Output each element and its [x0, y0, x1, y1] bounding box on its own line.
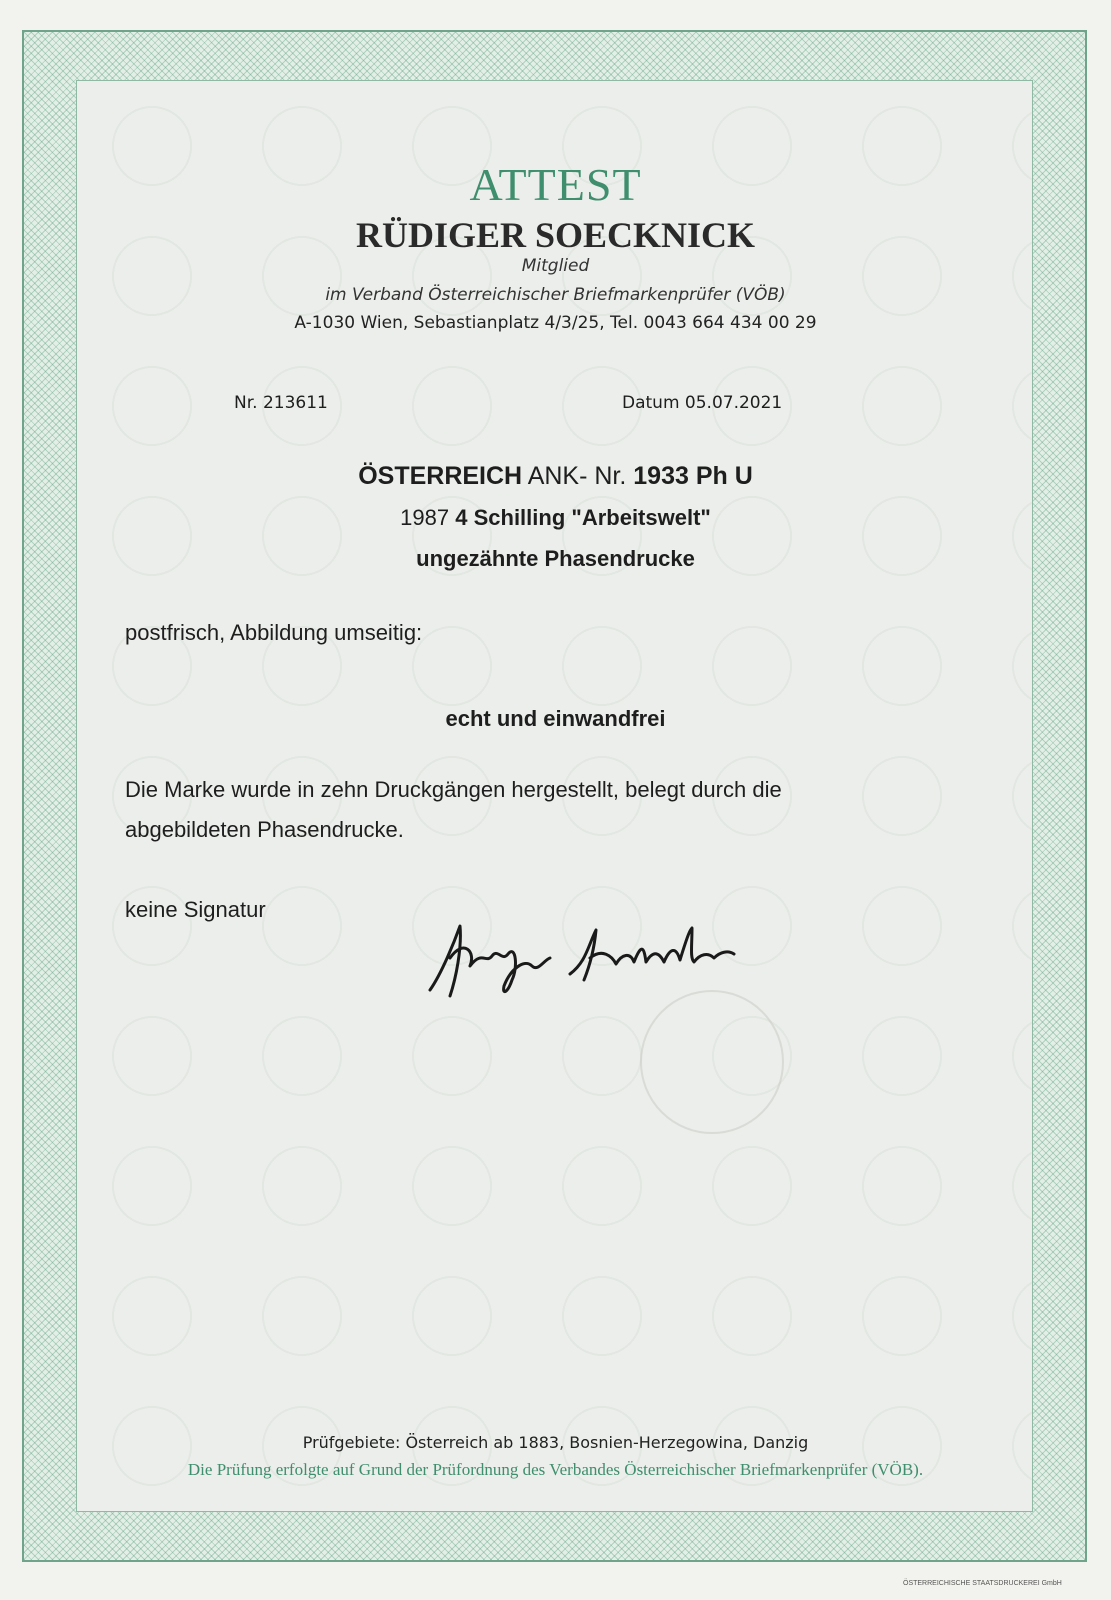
signature-note: keine Signatur [125, 897, 266, 922]
stamp-description-line [0, 505, 1111, 531]
membership-label: Mitglied [521, 256, 590, 276]
verdict-text: echt und einwandfrei [445, 706, 666, 731]
certificate-date: Datum 05.07.2021 [622, 393, 783, 413]
handwritten-signature [420, 918, 760, 1008]
note-line-2: abgebildeten Phasendrucke. [125, 817, 404, 842]
certificate-number: Nr. 213611 [234, 393, 328, 413]
stamp-description: 4 Schilling "Arbeitswelt" [455, 505, 711, 530]
catalog-label: ANK- Nr. [527, 462, 627, 490]
stamp-country: ÖSTERREICH [358, 462, 523, 490]
stamp-year: 1987 [400, 505, 450, 530]
examination-rules: Die Prüfung erfolgte auf Grund der Prüfordnung des Verbandes Österreichischer Briefmarkenprüfer (VÖB). [187, 1460, 924, 1479]
stamp-identification [0, 462, 1111, 491]
examination-areas: Prüfgebiete: Österreich ab 1883, Bosnien-Herzegowina, Danzig [302, 1433, 809, 1452]
examiner-name: RÜDIGER SOECKNICK [355, 215, 756, 255]
certificate-title: ATTEST [469, 159, 642, 210]
association-label: im Verband Österreichischer Briefmarkenprüfer (VÖB) [325, 285, 786, 305]
catalog-number: 1933 Ph U [633, 462, 753, 490]
stamp-variant: ungezähnte Phasendrucke [416, 546, 695, 571]
examiner-address: A-1030 Wien, Sebastianplatz 4/3/25, Tel. 0043 664 434 00 29 [294, 313, 817, 333]
printer-credit: ÖSTERREICHISCHE STAATSDRUCKEREI GmbH [903, 1580, 1062, 1587]
embossed-seal [640, 990, 784, 1134]
note-line-1: Die Marke wurde in zehn Druckgängen hergestellt, belegt durch die [125, 777, 782, 802]
condition-text: postfrisch, Abbildung umseitig: [125, 620, 423, 645]
